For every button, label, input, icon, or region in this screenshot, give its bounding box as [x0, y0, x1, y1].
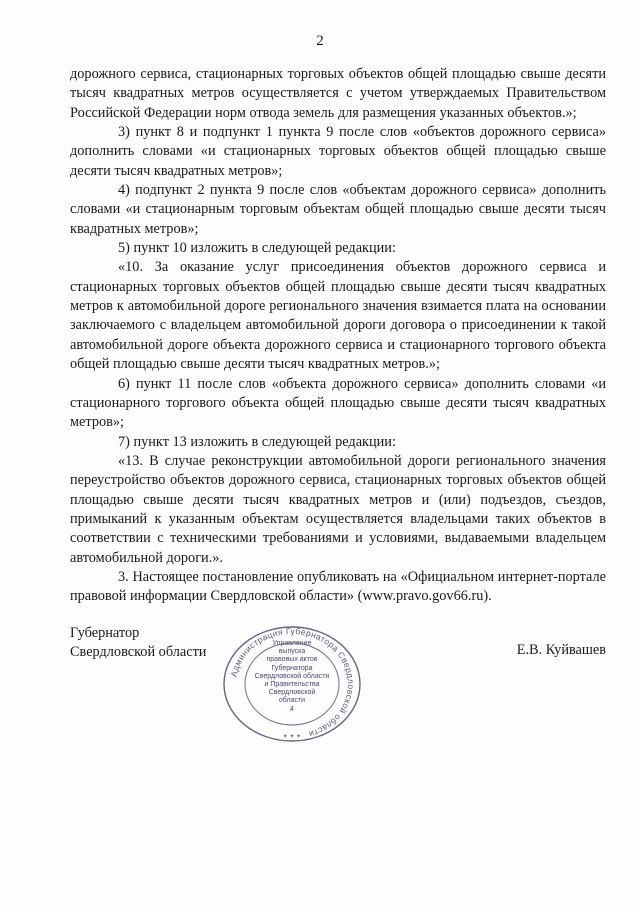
stamp-ring-text: Администрация Губернатора Свердловской области [228, 625, 357, 740]
official-stamp [212, 624, 372, 744]
paragraph-clause-13: «13. В случае реконструкции автомобильной дороги регионального значения переустройство объектов дорожного сервиса, стационарных торговых объектов общей площадью свыше десяти тысяч квадратных метров и (или) подъездов, съездов, примыканий к указанным объектам осуществляется владельцами таких объектов в соответствии с техническими требованиями и условиями, выдаваемыми владельцем автомобильной дороги.». [70, 452, 606, 566]
paragraph-publication: 3. Настоящее постановление опубликовать на «Официальном интернет-портале правовой информации Свердловской области» (www.pravo.gov66.ru). [70, 568, 606, 605]
paragraph-item-7: 7) пункт 13 изложить в следующей редакции: [118, 433, 396, 450]
signatory-name: Е.В. Куйвашев [516, 642, 606, 658]
paragraph-item-3: 3) пункт 8 и подпункт 1 пункта 9 после слов «объектов дорожного сервиса» дополнить словами «и стационарных торговых объектов общей площадью свыше десяти тысяч квадратных метров»; [70, 124, 606, 179]
paragraph-item-5: 5) пункт 10 изложить в следующей редакции: [118, 240, 396, 257]
paragraph-clause-10: «10. За оказание услуг присоединения объектов дорожного сервиса и стационарных торговых объектов общей площадью свыше десяти тысяч квадратных метров к автомобильной дороге регионального значения взимается плата на основании заключаемого с владельцем автомобильной дороги договора о присоединении к такой автомобильной дороге объекта дорожного сервиса и стационарного торгового объекта общей площадью свыше десяти тысяч квадратных метров.»; [70, 259, 606, 373]
document-body [70, 65, 606, 607]
signatory-title-line2: Свердловской области [70, 644, 207, 660]
paragraph-item-4: 4) подпункт 2 пункта 9 после слов «объектам дорожного сервиса» дополнить словами «и стационарным торговым объектам общей площадью свыше десяти тысяч квадратных метров»; [70, 182, 606, 237]
signature-block [70, 624, 606, 744]
signatory-title-line1: Губернатор [70, 625, 140, 641]
svg-text:✦ ✦ ✦: ✦ ✦ ✦ [282, 734, 302, 740]
paragraph-continuation: дорожного сервиса, стационарных торговых объектов общей площадью свыше десяти тысяч квадратных метров осуществляется с учетом утверждаемых Правительством Российской Федерации норм отвода земель для размещения указанных объектов.»; [70, 66, 606, 121]
paragraph-item-6: 6) пункт 11 после слов «объекта дорожного сервиса» дополнить словами «и стационарного торгового объекта общей площадью свыше десяти тысяч квадратных метров»; [70, 375, 606, 431]
stamp-center-text: Управление выпуска правовых актов Губернатора Свердловской области и Правительства Свердловской области 4 [254, 640, 330, 713]
signatory-title [70, 624, 206, 662]
page-number: 2 [316, 33, 324, 49]
